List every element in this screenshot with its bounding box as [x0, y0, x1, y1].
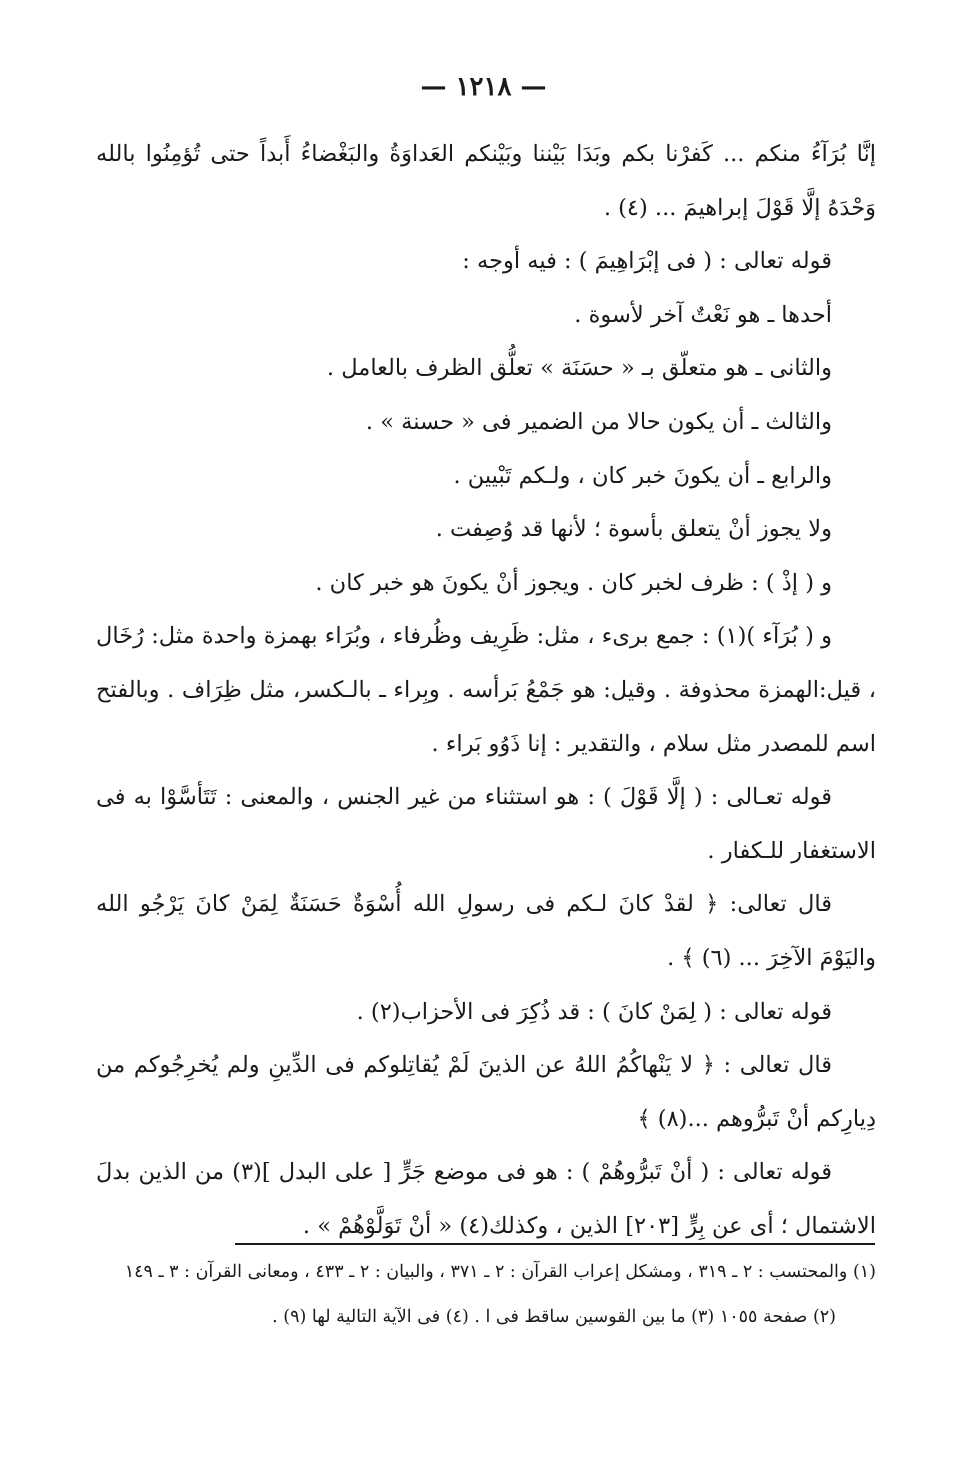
paragraph-not-permitted: ولا يجوز أنْ يتعلق بأسوة ؛ لأنها قد وُصِفت . — [435, 516, 832, 543]
main-text — [96, 128, 876, 1253]
paragraph-fourth-aspect: والرابع ـ أن يكونَ خبر كان ، ولـكم تَبْيين . — [453, 462, 832, 489]
footnotes — [96, 1256, 876, 1334]
paragraph-liman-kana: قوله تعالى : ( لِمَنْ كانَ ) : قد ذُكِرَ فى الأحزاب(٢) . — [356, 998, 832, 1025]
footnote-1: (١) والمحتسب : ٢ ـ ٣١٩ ، ومشكل إعراب القرآن : ٢ ـ ٣٧١ ، والبيان : ٢ ـ ٤٣٣ ، ومعانى القرآن : ٣ ـ ١٤٩ — [124, 1262, 876, 1282]
paragraph-first-aspect: أحدها ـ هو نَعْتٌ آخر لأسوة . — [574, 301, 832, 328]
paragraph-quran-verse-end: إنَّا بُرَآءُ منكم ... كَفرْنا بكم وبَدَا بَيْننا وبَيْنكم العَداوَةُ والبَغْضاءُ أَبداً حتى تُؤمِنُوا بالله وَحْدَهُ إلَّا قَوْلَ إبراهيمَ ... (٤) . — [96, 141, 876, 221]
paragraph-verse-eight: قال تعالى : ﴿ لا يَنْهاكُمُ اللهُ عن الذينَ لَمْ يُقاتِلوكم فى الدِّينِ ولم يُخرِجُوكم من دِيارِكم أنْ تَبرُّوهم ...(٨) ﴾ — [96, 1052, 876, 1132]
page-number: — ١٢١٨ — — [420, 72, 547, 102]
paragraph-idh: و ( إذْ ) : ظرف لخبر كان . ويجوز أنْ يكونَ هو خبر كان . — [315, 569, 832, 596]
paragraph-bura: و ( بُرَآء )(١) : جمع برىء ، مثل: ظَرِيف وظُرفاء ، وبُرَاء بهمزة واحدة مثل: رُخَال ، قيل:الهمزة محذوفة . وقيل: هو جَمْعُ بَرأسه . وبِراء ـ بالـكسر، مثل ظِرَاف . وبالفتح اسم للمصدر مثل سلام ، والتقدير : إنا ذَوُو بَراء . — [96, 623, 876, 757]
footnote-divider — [235, 1243, 875, 1245]
paragraph-third-aspect: والثالث ـ أن يكون حالا من الضمير فى « حسنة » . — [365, 408, 832, 435]
paragraph-illa-qawl: قوله تعـالى : ( إلَّا قَوْلَ ) : هو استثناء من غير الجنس ، والمعنى : تَتَأسَّوْا به فى الاستغفار للـكفار . — [96, 784, 876, 864]
paragraph-verse-six: قال تعالى: ﴿ لقدْ كانَ لـكم فى رسولِ الله أُسْوَةٌ حَسَنَةٌ لِمَنْ كانَ يَرْجُو الله واليَوْمَ الآخِرَ ... (٦) ﴾ . — [96, 891, 876, 971]
paragraph-ibrahim-heading: قوله تعالى : ( فى إبْرَاهِيمَ ) : فيه أوجه : — [462, 248, 832, 275]
paragraph-an-tabarruhum: قوله تعالى : ( أنْ تَبرُّوهُمْ ) : هو فى موضع جَرٍّ [ على البدل ](٣) من الذين بدلَ الاشتمال ؛ أى عن بِرٍّ [٢٠٣] الذين ، وكذلك(٤) « أنْ تَوَلَّوْهُمْ » . — [96, 1159, 876, 1239]
footnote-2-3-4: (٢) صفحة ١٠٥٥ (٣) ما بين القوسين ساقط فى ا . (٤) فى الآية التالية لها (٩) . — [272, 1307, 836, 1327]
paragraph-second-aspect: والثانى ـ هو متعلّق بـ « حسَنَة » تعلُّق الظرف بالعامل . — [326, 355, 832, 382]
